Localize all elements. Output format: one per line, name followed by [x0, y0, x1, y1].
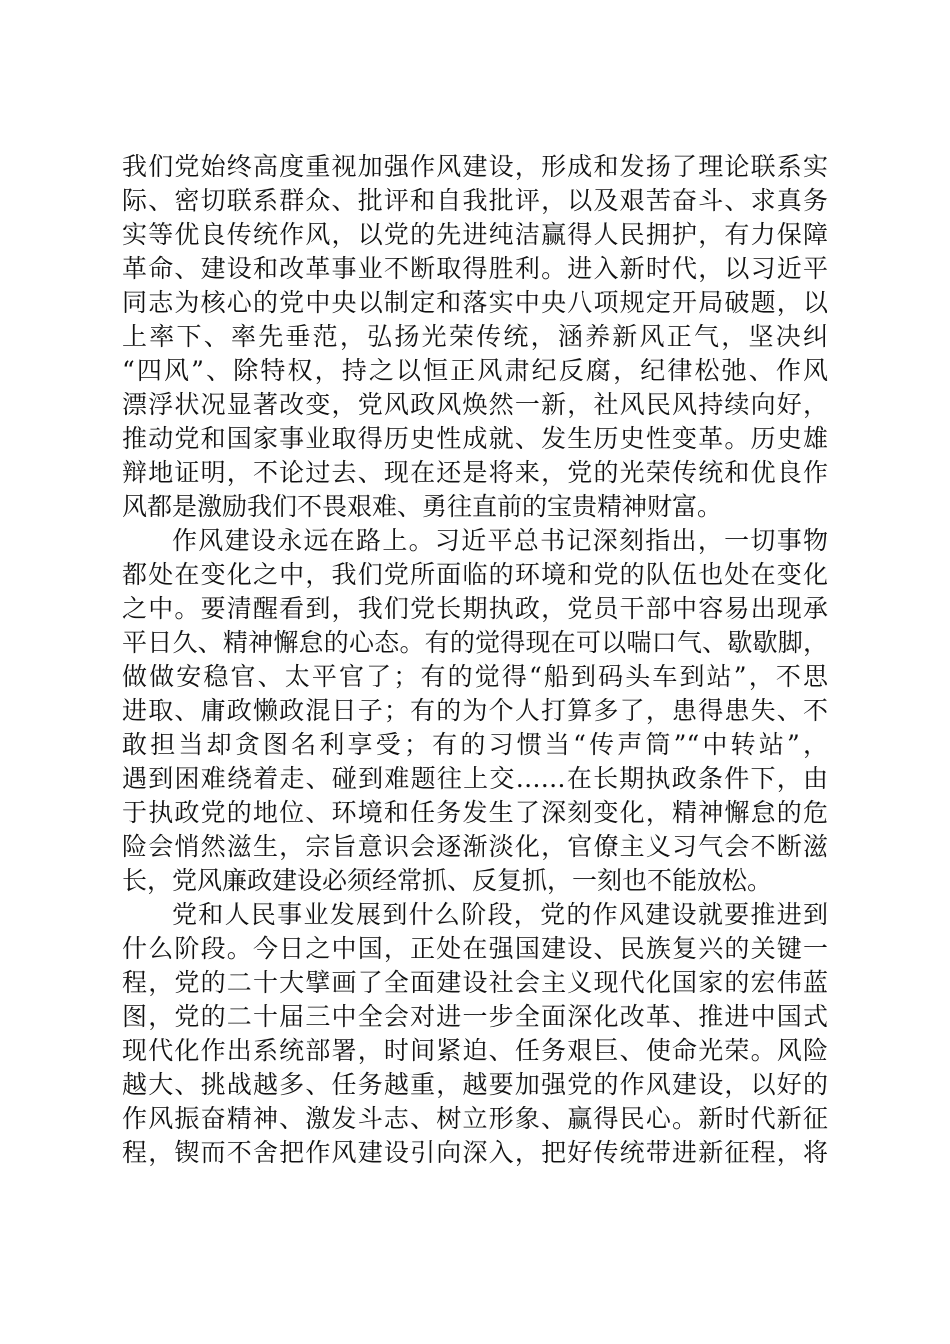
paragraph-1 — [122, 150, 828, 524]
text-line: 之中。要清醒看到，我们党长期执政，党员干部中容易出现承 — [122, 594, 828, 623]
paragraph-2 — [122, 524, 828, 898]
text-line: 作风振奋精神、激发斗志、树立形象、赢得民心。新时代新征 — [122, 1104, 828, 1133]
text-line: 辩地证明，不论过去、现在还是将来，党的光荣传统和优良作 — [122, 458, 828, 487]
text-line: 遇到困难绕着走、碰到难题往上交……在长期执政条件下，由 — [122, 764, 828, 793]
text-line: 实等优良传统作风，以党的先进纯洁赢得人民拥护，有力保障 — [122, 220, 828, 249]
text-line: 同志为核心的党中央以制定和落实中央八项规定开局破题，以 — [122, 288, 828, 317]
text-line: 程，锲而不舍把作风建设引向深入，把好传统带进新征程，将 — [122, 1138, 828, 1167]
text-line: 我们党始终高度重视加强作风建设，形成和发扬了理论联系实 — [122, 152, 828, 181]
text-line: 革命、建设和改革事业不断取得胜利。进入新时代，以习近平 — [122, 254, 828, 283]
text-line: 越大、挑战越多、任务越重，越要加强党的作风建设，以好的 — [122, 1070, 828, 1099]
text-line: 进取、庸政懒政混日子；有的为个人打算多了，患得患失、不 — [122, 696, 828, 725]
text-line: 现代化作出系统部署，时间紧迫、任务艰巨、使命光荣。风险 — [122, 1036, 828, 1065]
text-line: 做做安稳官、太平官了；有的觉得“船到码头车到站”，不思 — [122, 662, 828, 691]
text-line: 上率下、率先垂范，弘扬光荣传统，涵养新风正气，坚决纠 — [122, 322, 828, 351]
paragraph-3 — [122, 898, 828, 1170]
text-line: “四风”、除特权，持之以恒正风肃纪反腐，纪律松弛、作风 — [122, 356, 828, 385]
text-line: 敢担当却贪图名利享受；有的习惯当“传声筒”“中转站”， — [122, 730, 828, 759]
text-line: 平日久、精神懈怠的心态。有的觉得现在可以喘口气、歇歇脚， — [122, 628, 828, 657]
text-line: 险会悄然滋生，宗旨意识会逐渐淡化，官僚主义习气会不断滋 — [122, 832, 828, 861]
text-line: 图，党的二十届三中全会对进一步全面深化改革、推进中国式 — [122, 1002, 828, 1031]
text-line: 于执政党的地位、环境和任务发生了深刻变化，精神懈怠的危 — [122, 798, 828, 827]
text-line: 长，党风廉政建设必须经常抓、反复抓，一刻也不能放松。 — [122, 866, 773, 895]
text-line: 作风建设永远在路上。习近平总书记深刻指出，一切事物 — [172, 526, 828, 555]
text-line: 风都是激励我们不畏艰难、勇往直前的宝贵精神财富。 — [122, 492, 723, 521]
text-line: 推动党和国家事业取得历史性成就、发生历史性变革。历史雄 — [122, 424, 828, 453]
text-line: 什么阶段。今日之中国，正处在强国建设、民族复兴的关键一 — [122, 934, 828, 963]
text-line: 际、密切联系群众、批评和自我批评，以及艰苦奋斗、求真务 — [122, 186, 828, 215]
text-line: 党和人民事业发展到什么阶段，党的作风建设就要推进到 — [172, 900, 828, 929]
text-line: 都处在变化之中，我们党所面临的环境和党的队伍也处在变化 — [122, 560, 828, 589]
text-line: 漂浮状况显著改变，党风政风焕然一新，社风民风持续向好， — [122, 390, 828, 419]
document-page — [122, 150, 828, 1170]
text-line: 程，党的二十大擘画了全面建设社会主义现代化国家的宏伟蓝 — [122, 968, 828, 997]
